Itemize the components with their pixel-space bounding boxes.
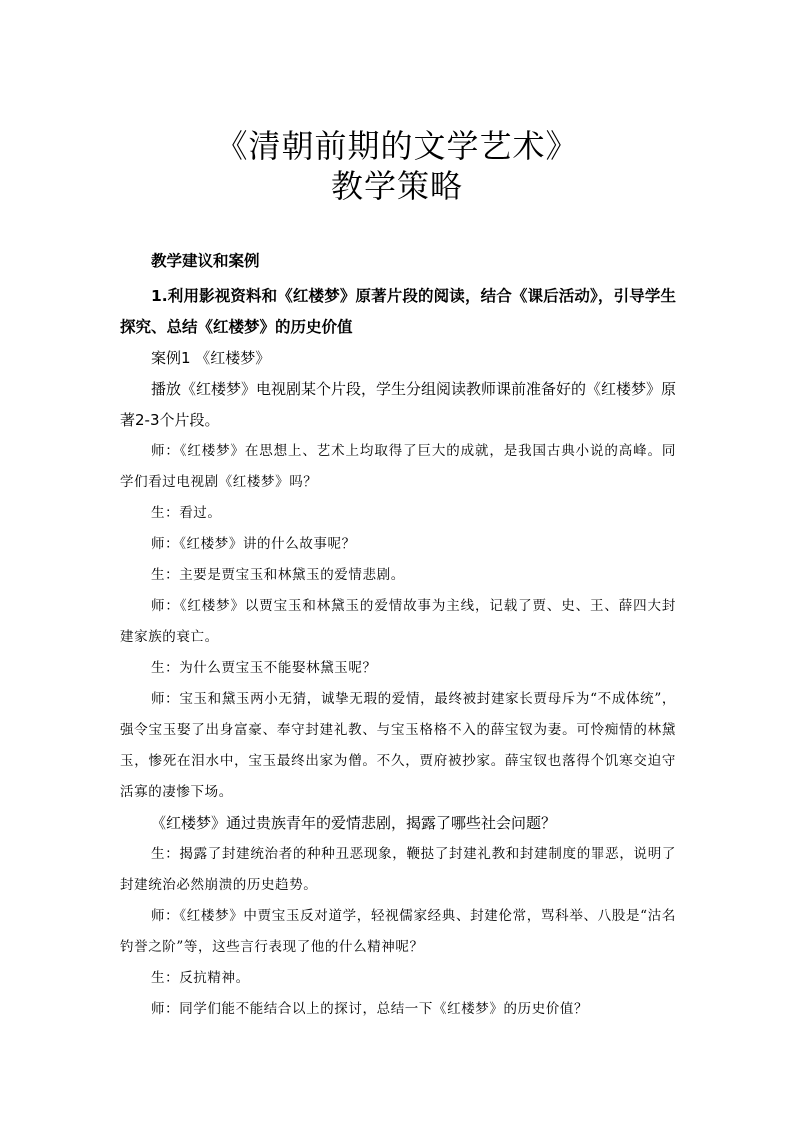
dialogue-line: 生：揭露了封建统治者的种种丑恶现象，鞭挞了封建礼教和封建制度的罪恶，说明了封建统治必然崩溃的历史趋势。 xyxy=(120,846,676,893)
dialogue-line: 师：宝玉和黛玉两小无猜，诚挚无瑕的爱情，最终被封建家长贾母斥为“不成体统”，强令宝玉娶了出身富豪、奉守封建礼教、与宝玉格格不入的薛宝钗为妻。可怜痴情的林黛玉，惨死在泪水中，宝玉最终出家为僧。不久，贾府被抄家。薛宝钗也落得个饥寒交迫守活寡的凄惨下场。 xyxy=(120,691,676,800)
document-body xyxy=(120,246,676,1025)
discussion-question: 《红楼梦》通过贵族青年的爱情悲剧，揭露了哪些社会问题？ xyxy=(151,814,557,832)
case-label: 案例1 《红楼梦》 xyxy=(151,349,271,367)
dialogue-line: 师：《红楼梦》讲的什么故事呢？ xyxy=(151,536,356,552)
dialogue-line: 生：反抗精神。 xyxy=(151,970,250,986)
dialogue-line: 生：主要是贾宝玉和林黛玉的爱情悲剧。 xyxy=(151,567,405,583)
teaching-point-1: 1.利用影视资料和《红楼梦》原著片段的阅读，结合《课后活动》，引导学生探究、总结《红楼梦》的历史价值 xyxy=(120,287,676,336)
dialogue-line: 师：《红楼梦》中贾宝玉反对道学，轻视儒家经典、封建伦常，骂科举、八股是“沽名钓誉之阶”等，这些言行表现了他的什么精神呢？ xyxy=(120,908,676,955)
dialogue-line: 师：同学们能不能结合以上的探讨，总结一下《红楼梦》的历史价值？ xyxy=(151,1001,589,1017)
dialogue-line: 生：看过。 xyxy=(151,505,222,521)
document-subtitle: 教学策略 xyxy=(330,167,463,205)
dialogue-line: 师：《红楼梦》以贾宝玉和林黛玉的爱情故事为主线，记载了贾、史、王、薛四大封建家族的衰亡。 xyxy=(120,598,676,645)
document-title: 《清朝前期的文学艺术》 xyxy=(215,127,579,165)
dialogue-line: 生：为什么贾宝玉不能娶林黛玉呢？ xyxy=(151,660,377,676)
section-heading: 教学建议和案例 xyxy=(151,252,260,270)
dialogue-line: 师：《红楼梦》在思想上、艺术上均取得了巨大的成就，是我国古典小说的高峰。同学们看过电视剧《红楼梦》吗？ xyxy=(120,443,676,490)
case-intro: 播放《红楼梦》电视剧某个片段，学生分组阅读教师课前准备好的《红楼梦》原著2-3个片段。 xyxy=(120,380,677,429)
